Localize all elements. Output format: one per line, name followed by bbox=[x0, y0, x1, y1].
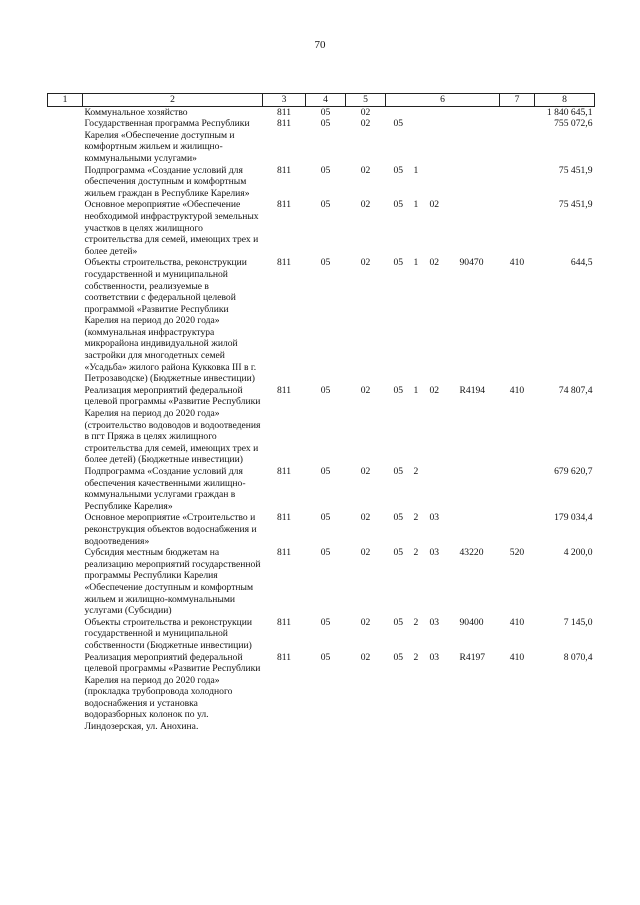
target-direction: 90470 bbox=[459, 257, 484, 269]
row-expense-type: 410 bbox=[509, 257, 525, 269]
row-expense-type: 410 bbox=[509, 384, 525, 396]
row-expense-type bbox=[500, 165, 535, 200]
row-razdel: 05 bbox=[320, 199, 331, 211]
col-header-8: 8 bbox=[535, 94, 595, 107]
row-podrazdel: 02 bbox=[360, 106, 371, 118]
row-ved: 811 bbox=[276, 466, 292, 477]
row-sum: 75 451,9 bbox=[558, 199, 593, 211]
row-razdel: 05 bbox=[320, 164, 331, 176]
target-direction: R4194 bbox=[459, 384, 486, 396]
target-direction: 90400 bbox=[459, 616, 484, 628]
header-row bbox=[48, 94, 595, 107]
row-podrazdel: 02 bbox=[360, 199, 371, 211]
target-program: 05 bbox=[393, 651, 404, 663]
row-name: Подпрограмма «Создание условий для обеспечения доступным и комфортным жильем граждан в Республике Карелия» bbox=[84, 164, 250, 199]
table-row bbox=[48, 118, 595, 164]
row-target-article bbox=[386, 165, 500, 200]
row-ved: 811 bbox=[276, 384, 292, 396]
row-target-article bbox=[386, 106, 500, 118]
target-main-activity: 03 bbox=[429, 512, 440, 524]
target-main-activity: 03 bbox=[429, 547, 440, 559]
target-subprogram: 1 bbox=[413, 257, 419, 269]
budget-table bbox=[47, 93, 595, 733]
target-program: 05 bbox=[393, 199, 404, 211]
row-ved: 811 bbox=[276, 118, 292, 130]
row-sum: 7 145,0 bbox=[563, 616, 593, 628]
col-header-3: 3 bbox=[263, 94, 306, 107]
row-razdel: 05 bbox=[320, 384, 331, 396]
row-target-article bbox=[386, 466, 500, 512]
row-expense-type bbox=[500, 466, 535, 512]
row-expense-type: 410 bbox=[509, 651, 525, 663]
row-target-article bbox=[386, 512, 500, 547]
row-ved: 811 bbox=[276, 257, 292, 269]
row-podrazdel: 02 bbox=[360, 616, 371, 628]
table-row bbox=[48, 199, 595, 257]
row-podrazdel: 02 bbox=[360, 651, 371, 663]
table-row bbox=[48, 617, 595, 652]
target-direction: 43220 bbox=[459, 547, 484, 559]
table-row bbox=[48, 257, 595, 385]
row-target-article bbox=[386, 118, 500, 164]
row-ved: 811 bbox=[276, 616, 292, 628]
col-header-5: 5 bbox=[346, 94, 386, 107]
table-row bbox=[48, 652, 595, 733]
table-row bbox=[48, 106, 595, 118]
row-razdel: 05 bbox=[320, 118, 331, 130]
row-target-article bbox=[386, 617, 500, 652]
row-target-article bbox=[386, 257, 500, 385]
row-sum: 179 034,4 bbox=[554, 512, 593, 524]
row-name: Субсидия местным бюджетам на реализацию мероприятий государственной программы Республики Карелия «Обеспечение доступным и комфортным жильем и жилищно-коммунальными услугами (Субсидии) bbox=[84, 547, 261, 617]
row-podrazdel: 02 bbox=[360, 164, 371, 176]
row-ved: 811 bbox=[276, 651, 292, 663]
target-main-activity: 03 bbox=[429, 616, 440, 628]
row-expense-type bbox=[500, 512, 535, 547]
target-program: 05 bbox=[393, 164, 404, 176]
target-subprogram: 1 bbox=[413, 164, 419, 176]
row-ved: 811 bbox=[276, 199, 292, 211]
target-main-activity: 02 bbox=[429, 384, 440, 396]
target-subprogram: 2 bbox=[413, 616, 419, 628]
row-razdel: 05 bbox=[320, 651, 331, 663]
col-header-7: 7 bbox=[500, 94, 535, 107]
row-sum: 644,5 bbox=[570, 257, 593, 269]
row-name: Коммунальное хозяйство bbox=[84, 106, 188, 118]
target-subprogram: 1 bbox=[413, 199, 419, 211]
row-name: Подпрограмма «Создание условий для обеспечения качественными жилищно-коммунальными услугами граждан в Республике Карелия» bbox=[84, 466, 246, 512]
table-row bbox=[48, 466, 595, 512]
row-ved: 811 bbox=[276, 547, 292, 559]
row-name: Объекты строительства, реконструкции государственной и муниципальной собственности, реализуемые в соответствии с федеральной целевой программой «Развитие Республики Карелия на период до 2020 года» (коммунальная инфраструктура микрорайона индивидуальной жилой застройки для многодетных семей «Усадьба» жилого района Кукковка III в г. Петрозаводске) (Бюджетные инвестиции) bbox=[84, 257, 257, 385]
table-row bbox=[48, 165, 595, 200]
col-header-2: 2 bbox=[83, 94, 263, 107]
target-program: 05 bbox=[393, 118, 404, 130]
col-header-6: 6 bbox=[386, 94, 500, 107]
row-target-article bbox=[386, 385, 500, 466]
row-sum: 4 200,0 bbox=[563, 547, 593, 559]
row-target-article bbox=[386, 199, 500, 257]
table-row bbox=[48, 385, 595, 466]
row-podrazdel: 02 bbox=[360, 118, 371, 130]
row-target-article bbox=[386, 652, 500, 733]
page-number: 70 bbox=[314, 39, 326, 51]
row-name: Основное мероприятие «Обеспечение необходимой инфраструктурой земельных участков в целях жилищного строительства для семей, имеющих трех и более детей» bbox=[84, 199, 259, 257]
row-expense-type bbox=[500, 106, 535, 118]
row-expense-type bbox=[500, 118, 535, 164]
table-row bbox=[48, 512, 595, 547]
row-sum: 1 840 645,1 bbox=[546, 106, 593, 118]
row-expense-type: 520 bbox=[509, 547, 525, 559]
row-name: Государственная программа Республики Карелия «Обеспечение доступным и комфортным жильем и жилищно-коммунальными услугами» bbox=[84, 118, 250, 164]
target-subprogram: 2 bbox=[413, 547, 419, 559]
row-razdel: 05 bbox=[320, 106, 331, 118]
col-header-4: 4 bbox=[306, 94, 346, 107]
target-main-activity: 02 bbox=[429, 199, 440, 211]
target-program: 05 bbox=[393, 512, 404, 524]
row-ved: 811 bbox=[276, 512, 292, 524]
target-subprogram: 2 bbox=[413, 466, 419, 477]
target-main-activity: 03 bbox=[429, 651, 440, 663]
table-row bbox=[48, 547, 595, 617]
row-sum: 75 451,9 bbox=[558, 164, 593, 176]
row-target-article bbox=[386, 547, 500, 617]
row-razdel: 05 bbox=[320, 512, 331, 524]
target-subprogram: 1 bbox=[413, 384, 419, 396]
target-subprogram: 2 bbox=[413, 512, 419, 524]
row-sum: 679 620,7 bbox=[554, 466, 593, 477]
row-razdel: 05 bbox=[320, 547, 331, 559]
row-expense-type bbox=[500, 199, 535, 257]
row-ved: 811 bbox=[276, 106, 292, 118]
col-header-1: 1 bbox=[48, 94, 83, 107]
row-name: Объекты строительства и реконструкции государственной и муниципальной собственности (Бюджетные инвестиции) bbox=[84, 616, 253, 651]
row-podrazdel: 02 bbox=[360, 547, 371, 559]
row-name: Основное мероприятие «Строительство и реконструкция объектов водоснабжения и водоотведения» bbox=[84, 512, 257, 547]
row-sum: 8 070,4 bbox=[563, 651, 593, 663]
row-podrazdel: 02 bbox=[360, 257, 371, 269]
target-program: 05 bbox=[393, 384, 404, 396]
row-expense-type: 410 bbox=[509, 616, 525, 628]
row-name: Реализация мероприятий федеральной целевой программы «Развитие Республики Карелия на период до 2020 года» (строительство водоводов и водоотведения в пгт Пряжа в целях жилищного строительства для семей, имеющих трех и более детей) (Бюджетные инвестиции) bbox=[84, 384, 261, 466]
row-razdel: 05 bbox=[320, 616, 331, 628]
row-razdel: 05 bbox=[320, 466, 331, 477]
target-program: 05 bbox=[393, 466, 404, 477]
row-sum: 755 072,6 bbox=[554, 118, 593, 130]
row-sum: 74 807,4 bbox=[558, 384, 593, 396]
target-main-activity: 02 bbox=[429, 257, 440, 269]
target-subprogram: 2 bbox=[413, 651, 419, 663]
row-podrazdel: 02 bbox=[360, 512, 371, 524]
target-program: 05 bbox=[393, 547, 404, 559]
target-direction: R4197 bbox=[459, 651, 486, 663]
row-podrazdel: 02 bbox=[360, 384, 371, 396]
row-name: Реализация мероприятий федеральной целевой программы «Развитие Республики Карелия на период до 2020 года» (прокладка трубопровода холодного водоснабжения и установка водоразборных колонок по ул. Линдозерская, ул. Анохина. bbox=[84, 651, 261, 733]
target-program: 05 bbox=[393, 257, 404, 269]
row-ved: 811 bbox=[276, 164, 292, 176]
target-program: 05 bbox=[393, 616, 404, 628]
row-razdel: 05 bbox=[320, 257, 331, 269]
row-podrazdel: 02 bbox=[360, 466, 371, 477]
